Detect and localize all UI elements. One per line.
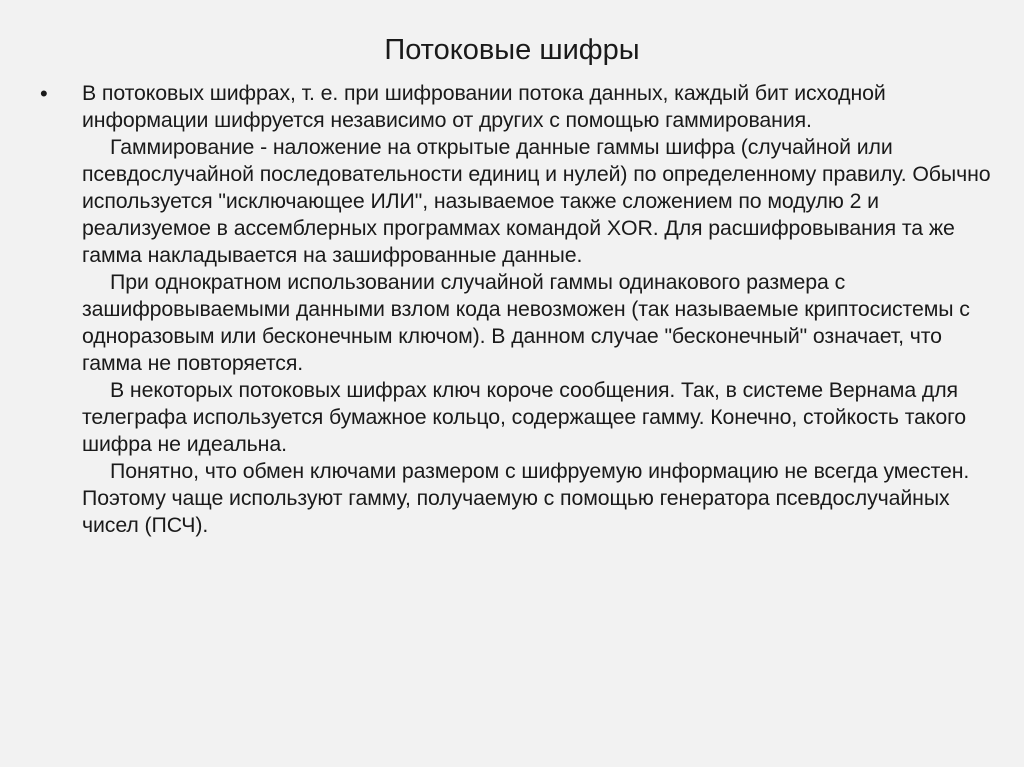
bullet-marker: •: [40, 81, 48, 106]
bullet-body: [82, 80, 996, 539]
slide-title: Потоковые шифры: [384, 34, 640, 66]
paragraph-intro: В потоковых шифрах, т. е. при шифровании потока данных, каждый бит исходной информации шифруется независимо от других с помощью гаммирования.: [82, 81, 886, 132]
paragraph-prng: Понятно, что обмен ключами размером с шифруемую информацию не всегда уместен. Поэтому чаще используют гамму, получаемую с помощью генератора псевдослучайных чисел (ПСЧ).: [82, 459, 970, 537]
paragraph-vernam: В некоторых потоковых шифрах ключ короче сообщения. Так, в системе Вернама для телеграфа используется бумажное кольцо, содержащее гамму. Конечно, стойкость такого шифра не идеальна.: [82, 378, 967, 456]
bullet-item: [36, 80, 996, 539]
paragraph-gamming-definition: Гаммирование - наложение на открытые данные гаммы шифра (случайной или псевдослучайной последовательности единиц и нулей) по определенному правилу. Обычно используется "исключающее ИЛИ", называемое также сложением по модулю 2 и реализуемое в ассемблерных программах командой XOR. Для расшифровывания та же гамма накладывается на зашифрованные данные.: [82, 135, 991, 267]
paragraph-one-time-pad: При однократном использовании случайной гаммы одинакового размера с зашифровываемыми данными взлом кода невозможен (так называемые криптосистемы с одноразовым или бесконечным ключом). В данном случае "бесконечный" означает, что гамма не повторяется.: [82, 270, 970, 375]
